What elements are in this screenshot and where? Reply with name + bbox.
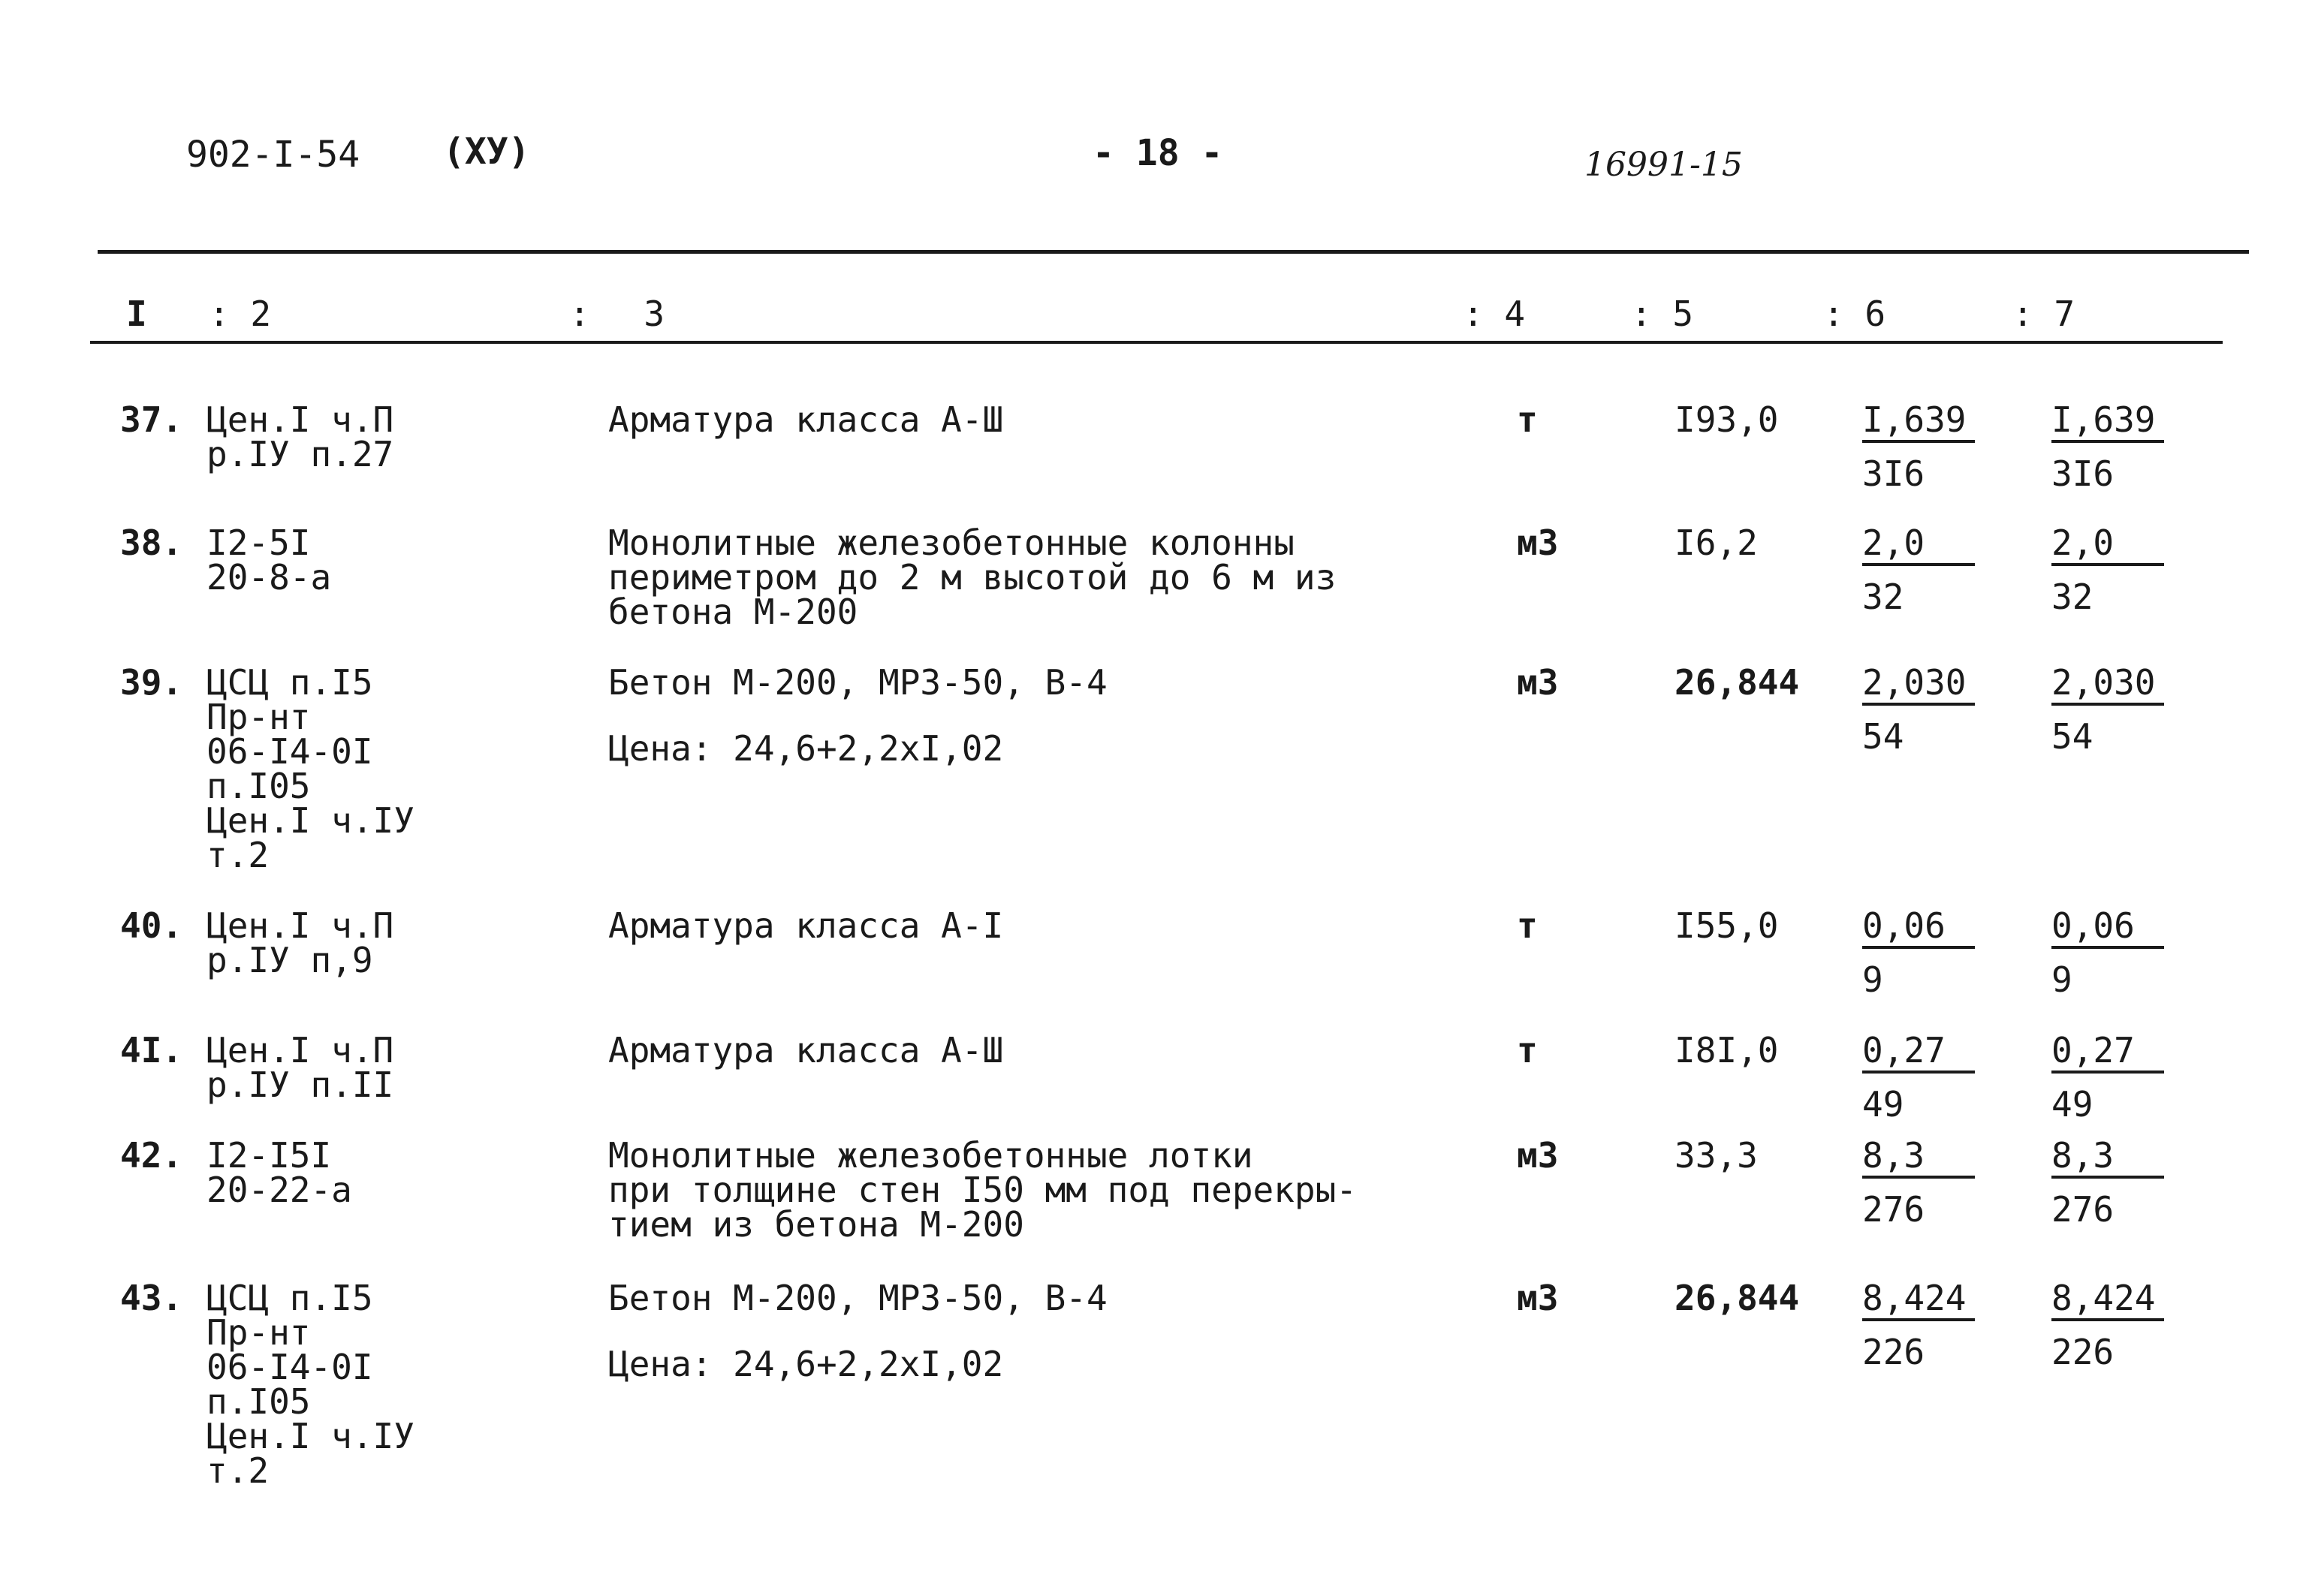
row-number: 40. <box>120 905 183 946</box>
row-price-note: Цена: 24,6+2,2хI,02 <box>608 1344 1004 1384</box>
row-reference: Цен.I ч.П р.IУ п.II <box>206 1030 394 1105</box>
top-rule <box>98 250 2249 254</box>
handwritten-reference: 16991-15 <box>1584 146 1743 184</box>
row-col7-fraction: $\frac{8,424}{226}$ <box>2051 1281 2164 1369</box>
row-price: I8I,0 <box>1674 1030 1779 1071</box>
row-number: 39. <box>120 662 183 703</box>
row-unit: м3 <box>1517 1135 1559 1176</box>
row-col6-fraction: $\frac{8,424}{226}$ <box>1862 1281 1975 1369</box>
row-price: I55,0 <box>1674 905 1779 946</box>
row-col7-fraction: $\frac{0,27}{49}$ <box>2051 1033 2164 1122</box>
column-header-3: : 3 <box>569 294 665 334</box>
row-name: Арматура класса А-Ш <box>608 1030 1004 1071</box>
row-reference: ЦСЦ п.I5 Пр-нт 06-I4-0I п.I05 Цен.I ч.IУ т.2 <box>206 662 414 875</box>
row-unit: м3 <box>1517 1278 1559 1318</box>
row-unit: м3 <box>1517 522 1559 563</box>
row-number: 42. <box>120 1135 183 1176</box>
row-price: I6,2 <box>1674 522 1758 563</box>
column-header-2: : 2 <box>209 294 272 334</box>
row-col7-fraction: $\frac{8,3}{276}$ <box>2051 1138 2164 1227</box>
row-reference: Цен.I ч.П р.IУ п,9 <box>206 905 394 980</box>
row-number: 43. <box>120 1278 183 1318</box>
row-name: Монолитные железобетонные лотки при толщине стен I50 мм под перекры- тием из бетона М-200 <box>608 1135 1357 1245</box>
row-price: 26,844 <box>1674 1278 1800 1318</box>
document-code: 902-I-54 <box>186 134 360 176</box>
row-name: Арматура класса А-I <box>608 905 1004 946</box>
row-col7-fraction: $\frac{I,639}{3I6}$ <box>2051 402 2164 491</box>
column-header-4: : 4 <box>1463 294 1526 334</box>
column-header-1: I <box>126 294 147 334</box>
row-price-note: Цена: 24,6+2,2хI,02 <box>608 728 1004 769</box>
row-name: Монолитные железобетонные колонны периметром до 2 м высотой до 6 м из бетона М-200 <box>608 522 1337 632</box>
row-unit: т <box>1517 1030 1538 1071</box>
row-col7-fraction: $\frac{2,030}{54}$ <box>2051 665 2164 754</box>
row-number: 4I. <box>120 1030 183 1071</box>
column-header-6: : 6 <box>1823 294 1886 334</box>
row-unit: т <box>1517 905 1538 946</box>
header-bottom-rule <box>90 341 2223 344</box>
row-name: Бетон М-200, МРЗ-50, В-4 Цена: 24,6+2,2хI,02 <box>608 662 1108 769</box>
row-price: I93,0 <box>1674 399 1779 440</box>
column-header-7: : 7 <box>2012 294 2075 334</box>
row-reference: I2-I5I 20-22-а <box>206 1135 352 1210</box>
row-col6-fraction: $\frac{I,639}{3I6}$ <box>1862 402 1975 491</box>
column-header-5: : 5 <box>1631 294 1694 334</box>
row-price: 26,844 <box>1674 662 1800 703</box>
row-col6-fraction: $\frac{0,06}{9}$ <box>1862 908 1975 997</box>
row-number: 37. <box>120 399 183 440</box>
document-part: (ХУ) <box>443 131 530 173</box>
row-col7-fraction: $\frac{0,06}{9}$ <box>2051 908 2164 997</box>
row-number: 38. <box>120 522 183 563</box>
row-reference: ЦСЦ п.I5 Пр-нт 06-I4-0I п.I05 Цен.I ч.IУ т.2 <box>206 1278 414 1491</box>
row-col6-fraction: $\frac{0,27}{49}$ <box>1862 1033 1975 1122</box>
row-unit: т <box>1517 399 1538 440</box>
row-price: 33,3 <box>1674 1135 1758 1176</box>
row-reference: Цен.I ч.П р.IУ п.27 <box>206 399 394 474</box>
page-number: - 18 - <box>1093 132 1223 174</box>
row-col7-fraction: $\frac{2,0}{32}$ <box>2051 525 2164 614</box>
row-name: Бетон М-200, МРЗ-50, В-4 Цена: 24,6+2,2хI,02 <box>608 1278 1108 1384</box>
row-reference: I2-5I 20-8-а <box>206 522 332 598</box>
row-col6-fraction: $\frac{8,3}{276}$ <box>1862 1138 1975 1227</box>
row-name: Арматура класса А-Ш <box>608 399 1004 440</box>
row-col6-fraction: $\frac{2,030}{54}$ <box>1862 665 1975 754</box>
row-col6-fraction: $\frac{2,0}{32}$ <box>1862 525 1975 614</box>
row-unit: м3 <box>1517 662 1559 703</box>
